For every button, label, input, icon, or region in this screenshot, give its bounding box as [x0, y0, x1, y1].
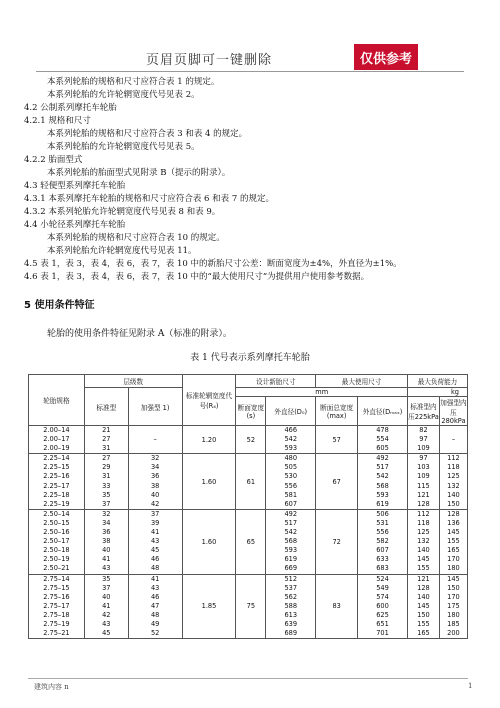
- cell-outer-dia-max-value: 633: [376, 555, 389, 564]
- cell-load-std-value: 140: [417, 546, 430, 555]
- cell-load-std: [407, 426, 439, 454]
- col-rim: 标准轮辋宽度代号(R₄): [182, 375, 236, 426]
- cell-outer-dia-value: 562: [284, 592, 298, 601]
- cell-load-rf-value: –: [451, 435, 456, 444]
- cell-reinforced-value: 52: [150, 629, 160, 638]
- cell-load-rf-value: 165: [447, 546, 460, 555]
- cell-standard: [84, 426, 128, 454]
- cell-outer-dia-max: [358, 454, 408, 510]
- cell-reinforced: [128, 426, 182, 454]
- cell-load-std-value: 165: [417, 629, 430, 638]
- cell-reinforced-value: 32: [150, 454, 160, 463]
- col-ply: 层级数: [84, 375, 182, 388]
- body-line: 本系列轮胎的规格和尺寸应符合表 3 和表 4 的规定。: [47, 129, 248, 139]
- cell-load-std-value: 155: [417, 619, 430, 628]
- cell-spec-value: 2.75–21: [43, 629, 70, 638]
- cell-outer-dia-value: 639: [284, 619, 298, 628]
- cell-outer-dia-value: 537: [284, 583, 298, 592]
- col-spec: 轮胎规格: [29, 375, 85, 426]
- cell-load-rf-value: 128: [447, 509, 460, 518]
- cell-reinforced-value: 41: [150, 574, 160, 583]
- cell-outer-dia-value: 530: [284, 472, 298, 481]
- col-standard: 标准型: [84, 388, 128, 426]
- cell-standard-value: 29: [102, 463, 111, 472]
- cell-outer-dia-max-value: 531: [376, 518, 389, 527]
- cell-spec-value: 2.25–15: [43, 463, 70, 472]
- cell-outer-dia-value: 593: [284, 546, 298, 555]
- cell-reinforced-value: 45: [150, 546, 160, 555]
- cell-reinforced-value: 41: [150, 528, 160, 537]
- cell-load-std-value: 82: [419, 426, 428, 434]
- cell-standard-value: 31: [102, 444, 111, 453]
- cell-standard-value: 21: [102, 426, 111, 434]
- cell-load-std-value: 155: [417, 564, 430, 573]
- cell-reinforced-value: 40: [150, 490, 160, 499]
- cell-spec-value: 2.75–18: [43, 610, 70, 619]
- cell-standard-value: 37: [102, 583, 111, 592]
- cell-outer-dia-value: 505: [284, 463, 298, 472]
- cell-standard-value: 43: [102, 564, 111, 573]
- cell-outer-dia-value: 466: [284, 426, 298, 434]
- cell-spec-value: 2.25–18: [43, 490, 70, 499]
- cell-reinforced-value: 43: [150, 537, 160, 546]
- cell-outer-dia-value: 607: [284, 499, 298, 508]
- cell-spec-value: 2.50–21: [43, 564, 70, 573]
- section-5-heading: 5 使用条件特征: [24, 300, 95, 311]
- cell-outer-dia-max: [358, 509, 408, 574]
- cell-spec-value: 2.50–15: [43, 518, 70, 527]
- cell-standard: [84, 454, 128, 510]
- cell-standard-value: 34: [102, 518, 111, 527]
- cell-load-std-value: 140: [417, 592, 430, 601]
- cell-outer-dia-value: 542: [284, 435, 298, 444]
- cell-outer-dia-max: [358, 574, 408, 639]
- cell-load-std: [407, 454, 439, 510]
- cell-section-total: 57: [316, 426, 358, 454]
- cell-load-std-value: 132: [417, 537, 430, 546]
- body-line: 本系列轮胎的允许轮辋宽度代号见表 5。: [47, 142, 200, 152]
- cell-spec-value: 2.00–17: [43, 435, 70, 444]
- cell-load-std-value: 109: [417, 472, 430, 481]
- cell-outer-dia-max-value: 549: [376, 583, 389, 592]
- cell-standard-value: 35: [102, 490, 111, 499]
- tolerance-line: 4.5 表 1，表 3，表 4，表 6，表 7，表 10 中的新胎尺寸公差：断面宽度为±4%，外直径为±1%。: [24, 259, 402, 269]
- cell-load-rf-value: 140: [447, 490, 460, 499]
- cell-standard-value: 27: [102, 454, 111, 463]
- cell-outer-dia-max-value: 568: [376, 481, 389, 490]
- section-heading: 4.4 小轮径系列摩托车轮胎: [24, 220, 126, 230]
- cell-load-std-value: 103: [417, 463, 430, 472]
- cell-load-rf-value: 145: [447, 528, 460, 537]
- cell-standard-value: 45: [102, 629, 111, 638]
- cell-load-std-value: 97: [419, 454, 428, 463]
- cell-outer-dia-max-value: 607: [376, 546, 389, 555]
- cell-reinforced-value: 43: [150, 583, 160, 592]
- body-line: 本系列轮胎的允许轮辋宽度代号见表 2。: [47, 90, 200, 100]
- cell-load-rf-value: 175: [447, 601, 460, 610]
- cell-spec-value: 2.00–19: [43, 444, 70, 453]
- cell-load-rf-value: 112: [447, 454, 460, 463]
- cell-outer-dia-max: [358, 426, 408, 454]
- cell-load-rf-value: 180: [447, 564, 460, 573]
- cell-outer-dia-value: 619: [284, 555, 298, 564]
- cell-standard: [84, 574, 128, 639]
- col-outer-dia-max: 外直径(Dₘₐₓ): [358, 397, 408, 426]
- cell-outer-dia-value: 593: [284, 444, 298, 453]
- cell-outer-dia-max-value: 478: [376, 426, 389, 434]
- cell-load-rf-value: 150: [447, 583, 460, 592]
- cell-load-rf-value: 185: [447, 619, 460, 628]
- page-number: 1: [468, 682, 473, 690]
- cell-outer-dia-max-value: 625: [376, 610, 389, 619]
- cell-load-std-value: 112: [417, 509, 430, 518]
- cell-spec-value: 2.00–14: [43, 426, 70, 434]
- cell-standard-value: 37: [102, 499, 111, 508]
- page-header: [36, 44, 464, 72]
- cell-outer-dia-value: 689: [284, 629, 298, 638]
- cell-spec-value: 2.25–14: [43, 454, 70, 463]
- table-body: [29, 426, 468, 639]
- body-line: 本系列轮胎允许轮辋宽度代号见表 11。: [47, 246, 197, 256]
- cell-spec-value: 2.75–17: [43, 601, 70, 610]
- section-heading: 4.3.2 本系列轮胎允许轮辋宽度代号见表 8 和表 9。: [24, 207, 221, 217]
- cell-rim: 1.60: [182, 509, 236, 574]
- cell-outer-dia-max-value: 556: [376, 528, 389, 537]
- cell-load-rf-value: 180: [447, 610, 460, 619]
- cell-section-width: 65: [236, 509, 266, 574]
- cell-standard-value: 36: [102, 528, 111, 537]
- table-row-group: [29, 426, 468, 454]
- col-section-total: 断面总宽度(max): [316, 397, 358, 426]
- cell-outer-dia-max-value: 582: [376, 537, 389, 546]
- cell-standard-value: 42: [102, 610, 111, 619]
- cell-spec-value: 2.25–19: [43, 499, 70, 508]
- footer-left: 建筑内容 n: [34, 683, 69, 691]
- cell-outer-dia-max-value: 574: [376, 592, 389, 601]
- cell-rim: 1.60: [182, 454, 236, 510]
- cell-reinforced-value: 37: [150, 509, 160, 518]
- cell-outer-dia-value: 588: [284, 601, 298, 610]
- cell-reinforced: [128, 509, 182, 574]
- cell-load-rf-value: 118: [447, 463, 460, 472]
- cell-spec-value: 2.75–15: [43, 583, 70, 592]
- cell-rim: 1.20: [182, 426, 236, 454]
- cell-outer-dia-value: 568: [284, 537, 298, 546]
- section-5-paragraph: 轮胎的使用条件特征见附录 A（标准的附录）。: [47, 329, 232, 339]
- cell-reinforced-value: 36: [150, 472, 160, 481]
- cell-outer-dia-max-value: 701: [376, 629, 389, 638]
- cell-reinforced-value: 47: [150, 601, 160, 610]
- cell-load-rf: [439, 509, 467, 574]
- cell-reinforced-value: 34: [150, 463, 160, 472]
- cell-spec-value: 2.75–16: [43, 592, 70, 601]
- cell-outer-dia-max-value: 683: [376, 564, 389, 573]
- table-row-group: [29, 454, 468, 510]
- cell-load-rf-value: 170: [447, 592, 460, 601]
- cell-outer-dia-max-value: 517: [376, 463, 389, 472]
- cell-spec-value: 2.25–16: [43, 472, 70, 481]
- cell-reinforced-value: 38: [150, 481, 160, 490]
- cell-spec-value: 2.50–17: [43, 537, 70, 546]
- table-row-group: [29, 509, 468, 574]
- cell-outer-dia: [266, 509, 316, 574]
- cell-standard-value: 27: [102, 435, 111, 444]
- cell-outer-dia-value: 512: [284, 574, 298, 583]
- cell-spec-value: 2.50–19: [43, 555, 70, 564]
- cell-load-std-value: 121: [417, 490, 430, 499]
- cell-load-std-value: 118: [417, 518, 430, 527]
- tire-spec-table: [28, 374, 468, 639]
- cell-rim: 1.85: [182, 574, 236, 639]
- cell-outer-dia-max-value: 492: [376, 454, 389, 463]
- footer-divider: [28, 678, 468, 679]
- cell-load-std: [407, 509, 439, 574]
- cell-outer-dia: [266, 426, 316, 454]
- cell-reinforced-value: 48: [150, 564, 160, 573]
- cell-standard-value: 40: [102, 546, 111, 555]
- cell-outer-dia-max-value: 554: [376, 435, 389, 444]
- cell-load-rf: [439, 426, 467, 454]
- col-section-width: 断面宽度(s): [236, 397, 266, 426]
- header-divider: [36, 71, 464, 72]
- cell-standard-value: 35: [102, 574, 111, 583]
- cell-standard-value: 43: [102, 619, 111, 628]
- cell-reinforced-value: –: [153, 435, 157, 444]
- cell-outer-dia-value: 492: [284, 509, 298, 518]
- cell-reinforced: [128, 454, 182, 510]
- cell-section-width: 61: [236, 454, 266, 510]
- table-row-group: [29, 574, 468, 639]
- reference-line: 4.6 表 1，表 3，表 4，表 6，表 7，表 10 中的“最大使用尺寸”为提供用户使用参考数据。: [24, 272, 370, 282]
- cell-standard: [84, 509, 128, 574]
- cell-load-rf-value: 145: [447, 574, 460, 583]
- cell-standard-value: 33: [102, 481, 111, 490]
- cell-outer-dia-max-value: 651: [376, 619, 389, 628]
- cell-section-total: 83: [316, 574, 358, 639]
- col-max-use: 最大使用尺寸: [316, 375, 408, 388]
- cell-outer-dia-max-value: 619: [376, 499, 389, 508]
- cell-spec-value: 2.75–14: [43, 574, 70, 583]
- cell-load-rf-value: 132: [447, 481, 460, 490]
- unit-mm: mm: [236, 388, 408, 397]
- cell-load-std-value: 150: [417, 610, 430, 619]
- cell-standard-value: 31: [102, 472, 111, 481]
- cell-spec-value: 2.50–16: [43, 528, 70, 537]
- cell-reinforced-value: 48: [150, 610, 160, 619]
- cell-section-total: 67: [316, 454, 358, 510]
- cell-spec: [29, 574, 85, 639]
- header-stamp: 仅供参考: [354, 44, 418, 70]
- cell-load-std-value: 128: [417, 499, 430, 508]
- col-reinforced: 加强型 1): [128, 388, 182, 426]
- cell-load-std: [407, 574, 439, 639]
- cell-spec-value: 2.50–14: [43, 509, 70, 518]
- cell-load-std-value: 97: [419, 435, 428, 444]
- col-load-rf: 加强型内压280kPa: [439, 397, 467, 426]
- cell-load-std-value: 115: [417, 481, 430, 490]
- unit-kg: kg: [407, 388, 467, 397]
- cell-outer-dia-value: 581: [284, 490, 298, 499]
- body-line: 本系列轮胎的规格和尺寸应符合表 10 的规定。: [47, 233, 225, 243]
- cell-outer-dia: [266, 574, 316, 639]
- section-heading: 4.2.2 胎面型式: [24, 155, 83, 165]
- cell-outer-dia-max-value: 506: [376, 509, 389, 518]
- cell-outer-dia-value: 542: [284, 528, 298, 537]
- cell-load-std-value: 125: [417, 528, 430, 537]
- cell-load-rf: [439, 574, 467, 639]
- cell-outer-dia-max-value: 524: [376, 574, 389, 583]
- cell-load-rf-value: 155: [447, 537, 460, 546]
- body-line: 本系列轮胎的规格和尺寸应符合表 1 的规定。: [47, 77, 220, 87]
- cell-reinforced-value: 42: [150, 499, 160, 508]
- body-line: 本系列轮胎的胎面型式见附录 B（提示的附录）。: [47, 168, 231, 178]
- cell-load-std-value: 109: [417, 444, 430, 453]
- cell-spec-value: 2.75–19: [43, 619, 70, 628]
- cell-outer-dia-value: 613: [284, 610, 298, 619]
- section-heading: 4.3 轻便型系列摩托车轮胎: [24, 181, 126, 191]
- cell-standard-value: 40: [102, 592, 111, 601]
- cell-outer-dia: [266, 454, 316, 510]
- cell-spec-value: 2.50–18: [43, 546, 70, 555]
- cell-load-std-value: 128: [417, 583, 430, 592]
- cell-section-width: 75: [236, 574, 266, 639]
- cell-reinforced: [128, 574, 182, 639]
- cell-reinforced-value: 49: [150, 619, 160, 628]
- cell-load-rf-value: 150: [447, 499, 460, 508]
- cell-outer-dia-max-value: 605: [376, 444, 389, 453]
- cell-load-rf: [439, 454, 467, 510]
- cell-outer-dia-value: 480: [284, 454, 298, 463]
- cell-spec: [29, 454, 85, 510]
- cell-reinforced-value: 46: [150, 555, 160, 564]
- cell-standard-value: 32: [102, 509, 111, 518]
- cell-outer-dia-value: 517: [284, 518, 298, 527]
- cell-outer-dia-max-value: 542: [376, 472, 389, 481]
- cell-reinforced-value: 39: [150, 518, 160, 527]
- header-title: 页眉页脚可一键删除: [146, 53, 273, 68]
- cell-load-rf-value: 136: [447, 518, 460, 527]
- col-load: 最大负荷能力: [407, 375, 467, 388]
- section-heading: 4.2 公制系列摩托车轮胎: [24, 103, 117, 113]
- cell-spec: [29, 426, 85, 454]
- cell-load-std-value: 145: [417, 555, 430, 564]
- table-caption: 表 1 代号表示系列摩托车轮胎: [190, 353, 310, 363]
- cell-load-std-value: 121: [417, 574, 430, 583]
- cell-load-std-value: 145: [417, 601, 430, 610]
- col-design: 设计新胎尺寸: [236, 375, 316, 388]
- cell-outer-dia-max-value: 593: [376, 490, 389, 499]
- section-heading: 4.2.1 规格和尺寸: [24, 116, 91, 126]
- section-heading: 4.3.1 本系列摩托车轮胎的规格和尺寸应符合表 6 和表 7 的规定。: [24, 194, 274, 204]
- col-outer-dia: 外直径(D₀): [266, 397, 316, 426]
- cell-outer-dia-value: 556: [284, 481, 298, 490]
- col-load-std: 标准型内压225kPa: [407, 397, 439, 426]
- cell-spec: [29, 509, 85, 574]
- cell-section-width: 52: [236, 426, 266, 454]
- cell-outer-dia-value: 669: [284, 564, 298, 573]
- cell-load-rf-value: 170: [447, 555, 460, 564]
- cell-standard-value: 41: [102, 601, 111, 610]
- cell-load-rf-value: 200: [447, 629, 460, 638]
- cell-section-total: 72: [316, 509, 358, 574]
- cell-standard-value: 38: [102, 537, 111, 546]
- cell-spec-value: 2.25–17: [43, 481, 70, 490]
- cell-load-rf-value: 125: [447, 472, 460, 481]
- cell-reinforced-value: 46: [150, 592, 160, 601]
- cell-standard-value: 41: [102, 555, 111, 564]
- cell-outer-dia-max-value: 600: [376, 601, 389, 610]
